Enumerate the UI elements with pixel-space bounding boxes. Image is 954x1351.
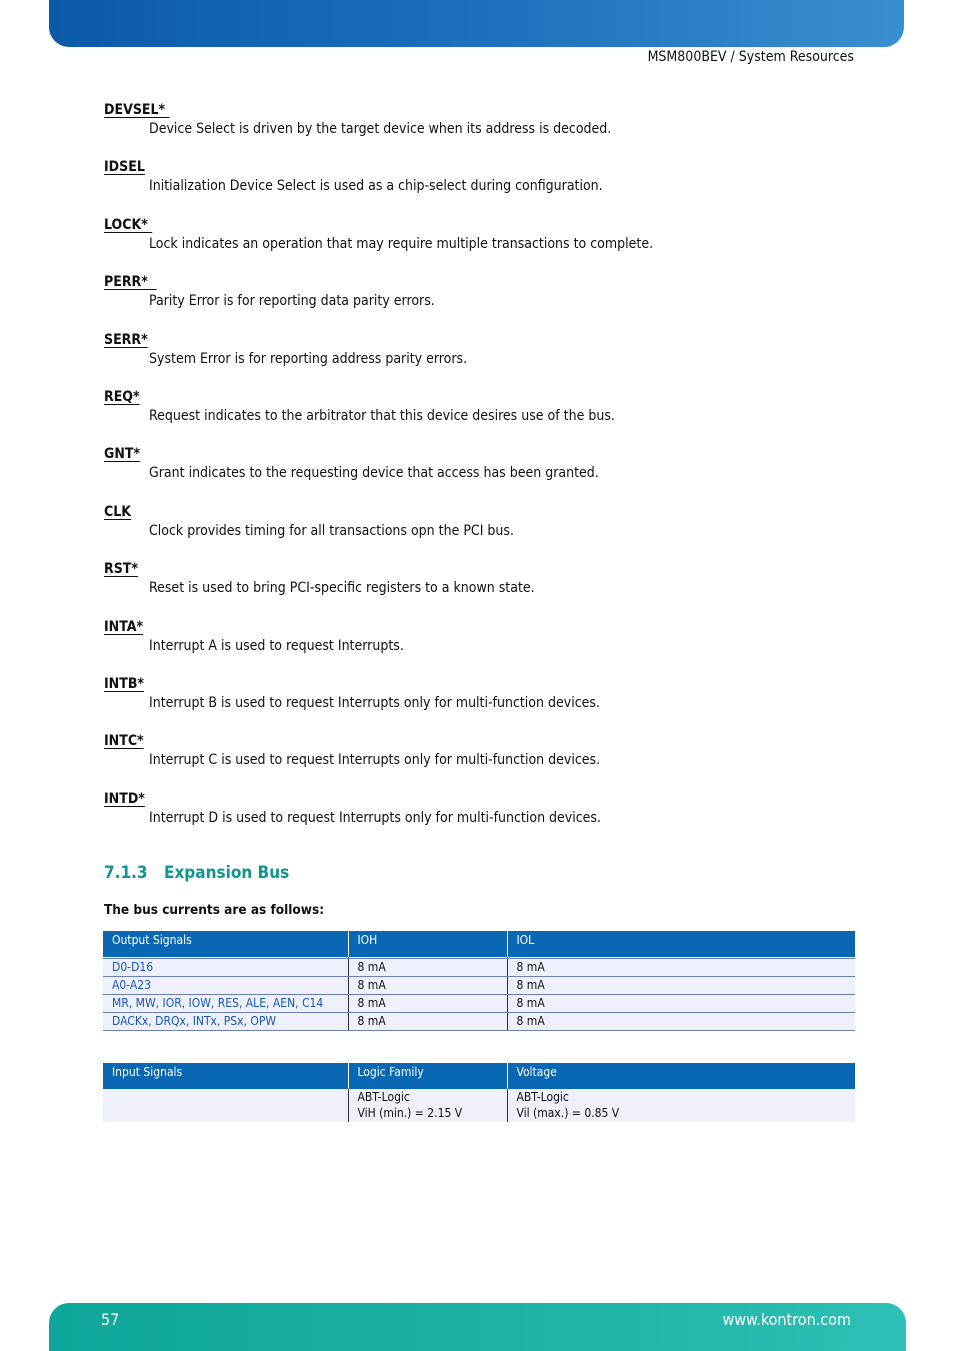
signal-name: SERR* [104, 331, 148, 348]
section-title: Expansion Bus [164, 863, 290, 883]
signal-description: Parity Error is for reporting data parity errors. [149, 293, 435, 310]
table-cell: D0-D16 [103, 959, 348, 977]
table-cell: 8 mA [348, 959, 507, 977]
table-cell [103, 1089, 348, 1122]
signal-item [104, 733, 864, 790]
signal-description: Interrupt A is used to request Interrupts. [149, 637, 404, 654]
table-row [103, 1089, 855, 1122]
signal-name: REQ* [104, 388, 140, 405]
table-row [103, 959, 855, 977]
signal-item [104, 561, 864, 618]
column-header: IOH [348, 931, 507, 957]
signal-item [104, 159, 864, 216]
signal-name: PERR* [104, 274, 157, 291]
signal-item [104, 791, 864, 848]
table-row [103, 977, 855, 995]
table-cell [348, 1089, 507, 1122]
signal-item [104, 389, 864, 446]
signal-name: LOCK* [104, 216, 153, 233]
top-banner [49, 0, 904, 47]
signal-description: Initialization Device Select is used as a chip-select during configuration. [149, 178, 603, 195]
table-row [103, 995, 855, 1013]
signal-item [104, 676, 864, 733]
table-cell: 8 mA [507, 1013, 855, 1031]
signal-name: RST* [104, 561, 138, 578]
signal-name: GNT* [104, 446, 141, 463]
input-signals-table [103, 1063, 855, 1122]
signal-item [104, 274, 864, 331]
signal-name: INTA* [104, 618, 144, 635]
table-cell: MR, MW, IOR, IOW, RES, ALE, AEN, C14 [103, 995, 348, 1013]
signal-description: Interrupt C is used to request Interrupts only for multi-function devices. [149, 752, 601, 769]
section-number: 7.1.3 [104, 863, 148, 883]
column-header: Input Signals [103, 1063, 348, 1089]
signal-description: Clock provides timing for all transactions opn the PCI bus. [149, 522, 514, 539]
signal-description: Reset is used to bring PCI-specific registers to a known state. [149, 580, 535, 597]
cell-line: ABT-Logic [357, 1090, 410, 1104]
page-number: 57 [101, 1310, 120, 1329]
table-header-row [103, 931, 855, 957]
table-cell: DACKx, DRQx, INTx, PSx, OPW [103, 1013, 348, 1031]
signal-item [104, 446, 864, 503]
table-cell: 8 mA [507, 995, 855, 1013]
signal-description: System Error is for reporting address parity errors. [149, 350, 468, 367]
signal-name: INTB* [104, 675, 144, 692]
signal-name: CLK [104, 503, 132, 520]
website-link[interactable]: www.kontron.com [722, 1310, 851, 1329]
column-header: Logic Family [348, 1063, 507, 1089]
table-cell: 8 mA [348, 977, 507, 995]
signal-description: Request indicates to the arbitrator that this device desires use of the bus. [149, 407, 615, 424]
signal-item [104, 504, 864, 561]
table-intro: The bus currents are as follows: [104, 902, 325, 918]
cell-line: ABT-Logic [516, 1090, 569, 1104]
signal-description: Device Select is driven by the target device when its address is decoded. [149, 121, 612, 137]
output-signals-table [103, 931, 855, 1031]
table-header-row [103, 1063, 855, 1089]
signal-item [104, 102, 864, 159]
signal-name: DEVSEL* [104, 102, 170, 118]
cell-line: Vil (max.) = 0.85 V [516, 1106, 620, 1120]
signal-list [104, 102, 864, 848]
column-header: Voltage [507, 1063, 855, 1089]
table-cell: 8 mA [348, 995, 507, 1013]
signal-description: Grant indicates to the requesting device that access has been granted. [149, 465, 599, 482]
column-header: IOL [507, 931, 855, 957]
signal-item [104, 217, 864, 274]
signal-description: Interrupt B is used to request Interrupts only for multi-function devices. [149, 694, 600, 711]
signal-name: INTC* [104, 733, 144, 750]
table-cell: 8 mA [507, 977, 855, 995]
page-header-title: MSM800BEV / System Resources [647, 49, 854, 65]
signal-name: IDSEL [104, 159, 145, 176]
table-cell: A0-A23 [103, 977, 348, 995]
section-heading [104, 863, 289, 883]
table-cell [507, 1089, 855, 1122]
cell-line: ViH (min.) = 2.15 V [357, 1106, 463, 1120]
column-header: Output Signals [103, 931, 348, 957]
table-cell: 8 mA [507, 959, 855, 977]
signal-description: Lock indicates an operation that may require multiple transactions to complete. [149, 235, 654, 252]
signal-name: INTD* [104, 790, 145, 807]
table-cell: 8 mA [348, 1013, 507, 1031]
signal-item [104, 619, 864, 676]
signal-description: Interrupt D is used to request Interrupts only for multi-function devices. [149, 809, 601, 826]
signal-item [104, 332, 864, 389]
table-row [103, 1013, 855, 1031]
